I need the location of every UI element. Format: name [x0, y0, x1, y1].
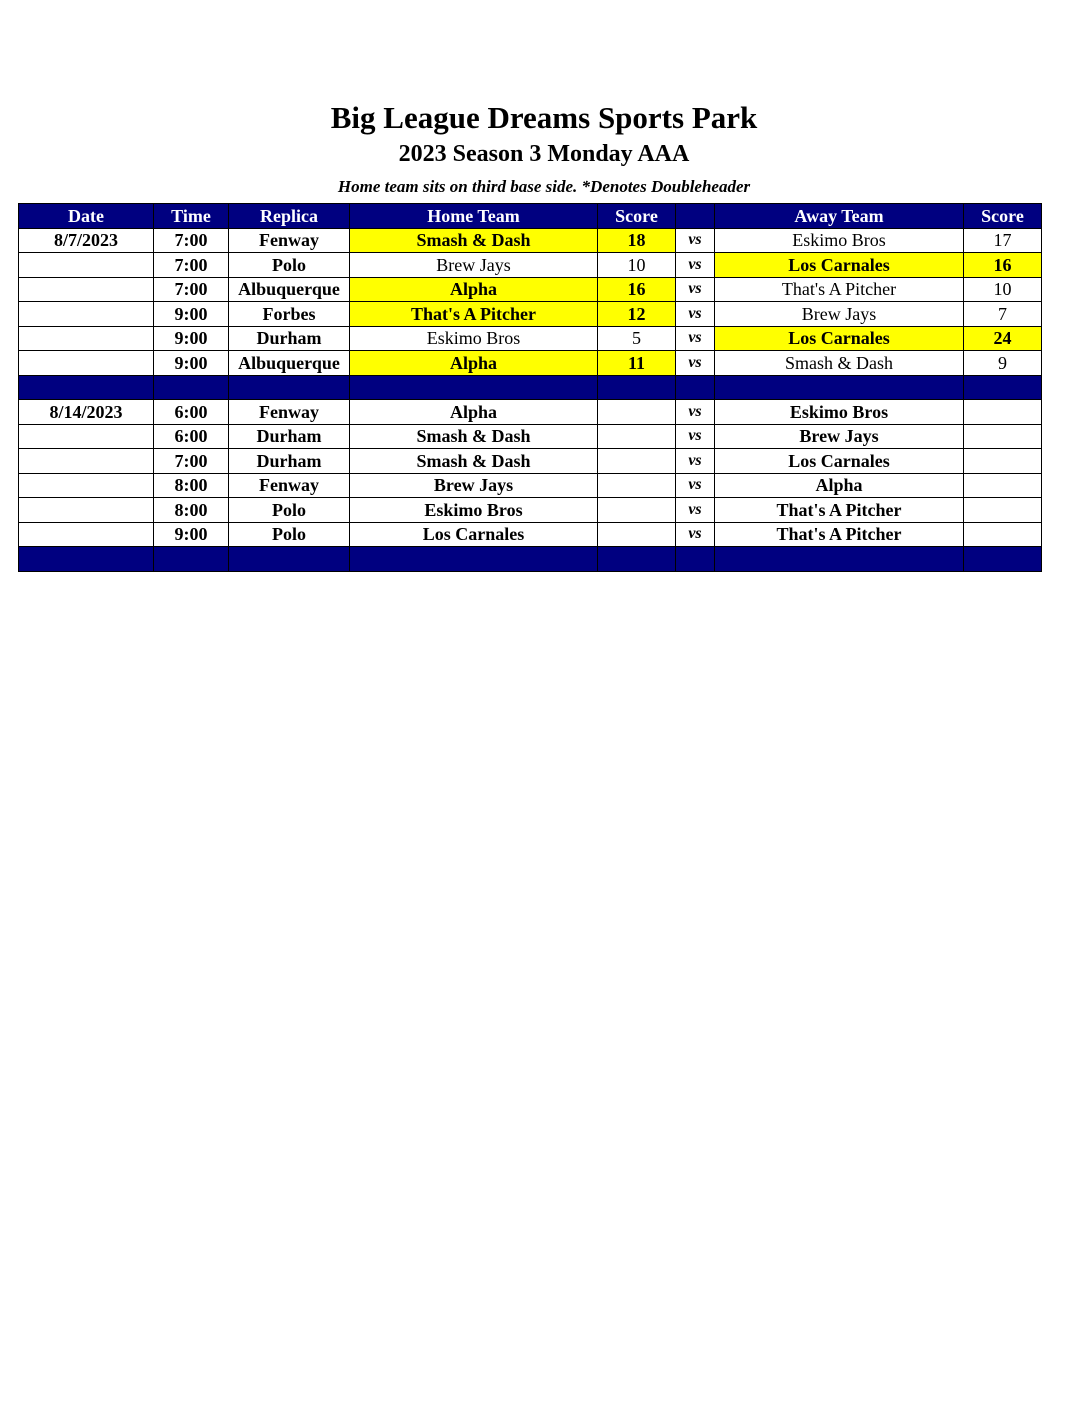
game-replica: Fenway: [229, 473, 350, 498]
separator-cell: [19, 375, 154, 400]
home-team: Smash & Dash: [350, 228, 598, 253]
home-score: 18: [598, 228, 676, 253]
page-title: Big League Dreams Sports Park: [330, 100, 758, 135]
home-team: That's A Pitcher: [350, 302, 598, 327]
game-time: 9:00: [154, 351, 229, 376]
separator-cell: [350, 375, 598, 400]
away-score: 24: [964, 326, 1042, 351]
game-time: 9:00: [154, 522, 229, 547]
game-replica: Polo: [229, 253, 350, 278]
separator-cell: [154, 375, 229, 400]
game-time: 9:00: [154, 326, 229, 351]
separator-cell: [350, 547, 598, 572]
game-row: [19, 498, 1042, 523]
game-row: [19, 449, 1042, 474]
away-team: That's A Pitcher: [715, 522, 964, 547]
vs-label: vs: [676, 228, 715, 253]
col-header-away-team: Away Team: [715, 204, 964, 229]
game-time: 7:00: [154, 277, 229, 302]
away-team: Smash & Dash: [715, 351, 964, 376]
game-date: [19, 424, 154, 449]
game-time: 6:00: [154, 424, 229, 449]
vs-label: vs: [676, 498, 715, 523]
away-score: [964, 522, 1042, 547]
away-team: Eskimo Bros: [715, 400, 964, 425]
vs-label: vs: [676, 326, 715, 351]
game-row: [19, 522, 1042, 547]
home-team: Alpha: [350, 277, 598, 302]
game-date: [19, 351, 154, 376]
game-time: 7:00: [154, 449, 229, 474]
separator-cell: [676, 375, 715, 400]
away-team: Brew Jays: [715, 424, 964, 449]
away-score: [964, 400, 1042, 425]
home-score: [598, 473, 676, 498]
home-team: Alpha: [350, 400, 598, 425]
game-time: 7:00: [154, 253, 229, 278]
home-score: [598, 498, 676, 523]
game-replica: Albuquerque: [229, 351, 350, 376]
page-note: Home team sits on third base side. *Denotes Doubleheader: [337, 177, 751, 196]
away-score: 16: [964, 253, 1042, 278]
game-date: [19, 326, 154, 351]
separator-cell: [598, 547, 676, 572]
game-date: [19, 473, 154, 498]
game-time: 8:00: [154, 473, 229, 498]
game-replica: Albuquerque: [229, 277, 350, 302]
col-header-away-score: Score: [964, 204, 1042, 229]
page-subtitle: 2023 Season 3 Monday AAA: [398, 141, 690, 167]
home-score: 12: [598, 302, 676, 327]
separator-cell: [154, 547, 229, 572]
away-team: Brew Jays: [715, 302, 964, 327]
game-row: [19, 351, 1042, 376]
vs-label: vs: [676, 400, 715, 425]
vs-label: vs: [676, 522, 715, 547]
home-team: Smash & Dash: [350, 449, 598, 474]
vs-label: vs: [676, 253, 715, 278]
separator-cell: [229, 547, 350, 572]
away-score: 17: [964, 228, 1042, 253]
game-row: [19, 400, 1042, 425]
game-row: [19, 228, 1042, 253]
schedule-body: [19, 228, 1042, 571]
away-team: That's A Pitcher: [715, 498, 964, 523]
home-score: [598, 400, 676, 425]
game-date: [19, 498, 154, 523]
game-date: 8/14/2023: [19, 400, 154, 425]
game-time: 6:00: [154, 400, 229, 425]
week-separator-row: [19, 547, 1042, 572]
separator-cell: [19, 547, 154, 572]
home-team: Brew Jays: [350, 473, 598, 498]
col-header-date: Date: [19, 204, 154, 229]
game-replica: Fenway: [229, 228, 350, 253]
away-team: Los Carnales: [715, 253, 964, 278]
schedule-table: [18, 203, 1042, 572]
game-row: [19, 424, 1042, 449]
home-score: 10: [598, 253, 676, 278]
game-replica: Durham: [229, 449, 350, 474]
separator-cell: [964, 547, 1042, 572]
vs-label: vs: [676, 473, 715, 498]
home-team: Alpha: [350, 351, 598, 376]
vs-label: vs: [676, 351, 715, 376]
home-score: [598, 424, 676, 449]
game-row: [19, 326, 1042, 351]
home-score: 5: [598, 326, 676, 351]
vs-label: vs: [676, 449, 715, 474]
separator-cell: [229, 375, 350, 400]
home-team: Los Carnales: [350, 522, 598, 547]
game-date: 8/7/2023: [19, 228, 154, 253]
game-date: [19, 277, 154, 302]
separator-cell: [715, 547, 964, 572]
game-replica: Durham: [229, 326, 350, 351]
home-team: Smash & Dash: [350, 424, 598, 449]
away-score: [964, 498, 1042, 523]
away-team: Los Carnales: [715, 326, 964, 351]
separator-cell: [715, 375, 964, 400]
game-replica: Fenway: [229, 400, 350, 425]
away-team: That's A Pitcher: [715, 277, 964, 302]
game-date: [19, 522, 154, 547]
game-time: 8:00: [154, 498, 229, 523]
col-header-replica: Replica: [229, 204, 350, 229]
vs-label: vs: [676, 302, 715, 327]
game-date: [19, 253, 154, 278]
home-team: Eskimo Bros: [350, 326, 598, 351]
home-score: 16: [598, 277, 676, 302]
col-header-time: Time: [154, 204, 229, 229]
away-team: Los Carnales: [715, 449, 964, 474]
game-replica: Durham: [229, 424, 350, 449]
away-score: 10: [964, 277, 1042, 302]
home-score: [598, 449, 676, 474]
game-replica: Polo: [229, 522, 350, 547]
separator-cell: [964, 375, 1042, 400]
game-row: [19, 302, 1042, 327]
game-row: [19, 253, 1042, 278]
game-row: [19, 473, 1042, 498]
game-row: [19, 277, 1042, 302]
away-score: [964, 473, 1042, 498]
home-score: 11: [598, 351, 676, 376]
home-team: Brew Jays: [350, 253, 598, 278]
header-row: [19, 204, 1042, 229]
game-time: 7:00: [154, 228, 229, 253]
away-score: 9: [964, 351, 1042, 376]
game-replica: Polo: [229, 498, 350, 523]
separator-cell: [676, 547, 715, 572]
week-separator-row: [19, 375, 1042, 400]
col-header-vs: [676, 204, 715, 229]
separator-cell: [598, 375, 676, 400]
game-replica: Forbes: [229, 302, 350, 327]
away-score: [964, 449, 1042, 474]
away-score: [964, 424, 1042, 449]
away-team: Alpha: [715, 473, 964, 498]
vs-label: vs: [676, 424, 715, 449]
away-team: Eskimo Bros: [715, 228, 964, 253]
game-date: [19, 449, 154, 474]
col-header-home-score: Score: [598, 204, 676, 229]
home-team: Eskimo Bros: [350, 498, 598, 523]
vs-label: vs: [676, 277, 715, 302]
game-time: 9:00: [154, 302, 229, 327]
col-header-home-team: Home Team: [350, 204, 598, 229]
away-score: 7: [964, 302, 1042, 327]
game-date: [19, 302, 154, 327]
home-score: [598, 522, 676, 547]
